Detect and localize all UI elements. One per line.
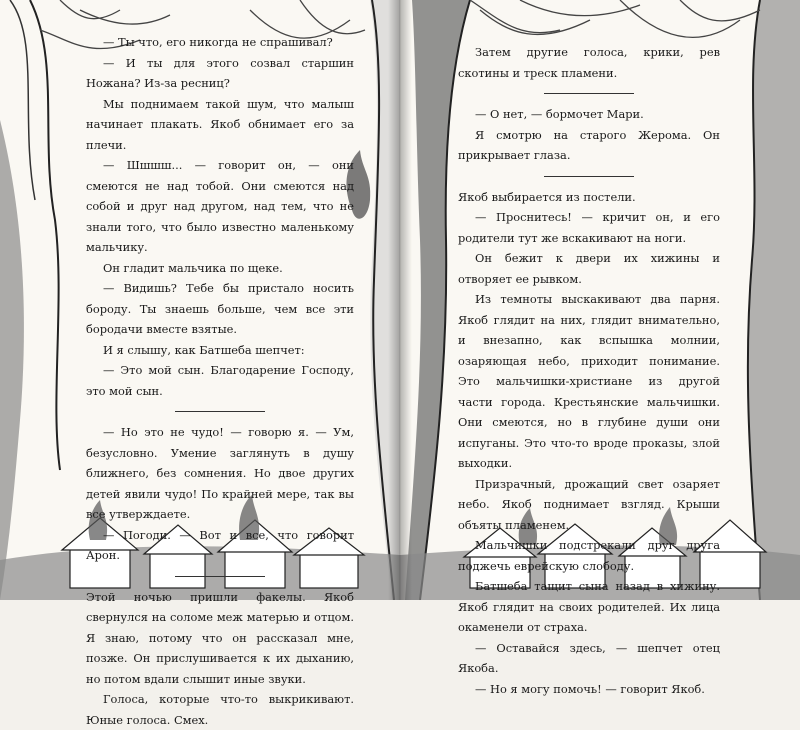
paragraph: — Видишь? Тебе бы пристало носить бороду. Ты знаешь больше, чем все эти бородачи вместе взятые.: [86, 281, 354, 336]
paragraph: — И ты для этого созвал старшин Ножана? Из-за ресниц?: [86, 55, 354, 90]
paragraph: Якоб выбирается из постели.: [458, 189, 636, 204]
paragraph: Голоса, которые что-то выкрикивают. Юные голоса. Смех.: [86, 692, 354, 727]
paragraph: — Оставайся здесь, — шепчет отец Якоба.: [458, 640, 720, 675]
paragraph: Мальчишки подстрекали друг друга поджечь еврейскую слободу.: [458, 538, 720, 573]
paragraph: Из темноты выскакивают два парня. Якоб глядит на них, глядит внимательно, и внезапно, как вспышка молнии, озаряющая небо, приходит понимание. Это мальчишки-христиане из другой части города. Крестьянские мальчишки. Они смеются, но в глубине души они испуганы. Это что-то вроде проказы, злой выходки.: [458, 292, 720, 470]
section-divider: [544, 176, 634, 177]
paragraph: И я слышу, как Батшеба шепчет:: [103, 342, 305, 357]
paragraph: — Погоди. — Вот и все, что говорит Арон.: [86, 527, 354, 562]
paragraph: Он бежит к двери их хижины и отворяет ее рывком.: [458, 251, 720, 286]
paragraph: Призрачный, дрожащий свет озаряет небо. Якоб поднимает взгляд. Крыши объяты пламенем.: [458, 476, 720, 532]
right-page-text: [458, 42, 720, 699]
paragraph: — Это мой сын. Благодарение Господу, это мой сын.: [86, 363, 354, 398]
paragraph: — Но это не чудо! — говорю я. — Ум, безусловно. Умение заглянуть в душу ближнего, без сомнения. Но двое других детей явили чудо! По крайней мере, так вы все утверждаете.: [86, 425, 354, 521]
paragraph: Я смотрю на старого Жерома. Он прикрывает глаза.: [458, 127, 720, 162]
paragraph: — Проснитесь! — кричит он, и его родители тут же вскакивают на ноги.: [458, 210, 720, 245]
section-divider: [544, 93, 634, 94]
paragraph: Этой ночью пришли факелы. Якоб свернулся на соломе меж матерью и отцом. Я знаю, потому что он рассказал мне, позже. Он прислушивается к их дыханию, но потом вдали слышит иные звуки.: [86, 589, 354, 686]
paragraph: — Но я могу помочь! — говорит Якоб.: [475, 681, 705, 696]
paragraph: Батшеба тащит сына назад в хижину. Якоб глядит на своих родителей. Их лица окаменели от страха.: [458, 579, 720, 634]
section-divider: [175, 411, 265, 412]
paragraph: — О нет, — бормочет Мари.: [475, 107, 644, 121]
paragraph: Он гладит мальчика по щеке.: [103, 260, 283, 275]
paragraph: — Ты что, его никогда не спрашивал?: [103, 35, 333, 49]
book-gutter: [388, 0, 412, 600]
paragraph: — Шшшш... — говорит он, — они смеются не над тобой. Они смеются над собой и друг над другом, над тем, что не знали того, что было известно маленькому мальчику.: [86, 158, 354, 254]
section-divider: [175, 576, 265, 577]
paragraph: Затем другие голоса, крики, рев скотины и треск пламени.: [458, 45, 720, 80]
paragraph: Мы поднимаем такой шум, что малыш начинает плакать. Якоб обнимает его за плечи.: [86, 96, 354, 152]
left-page-text: [86, 32, 354, 730]
